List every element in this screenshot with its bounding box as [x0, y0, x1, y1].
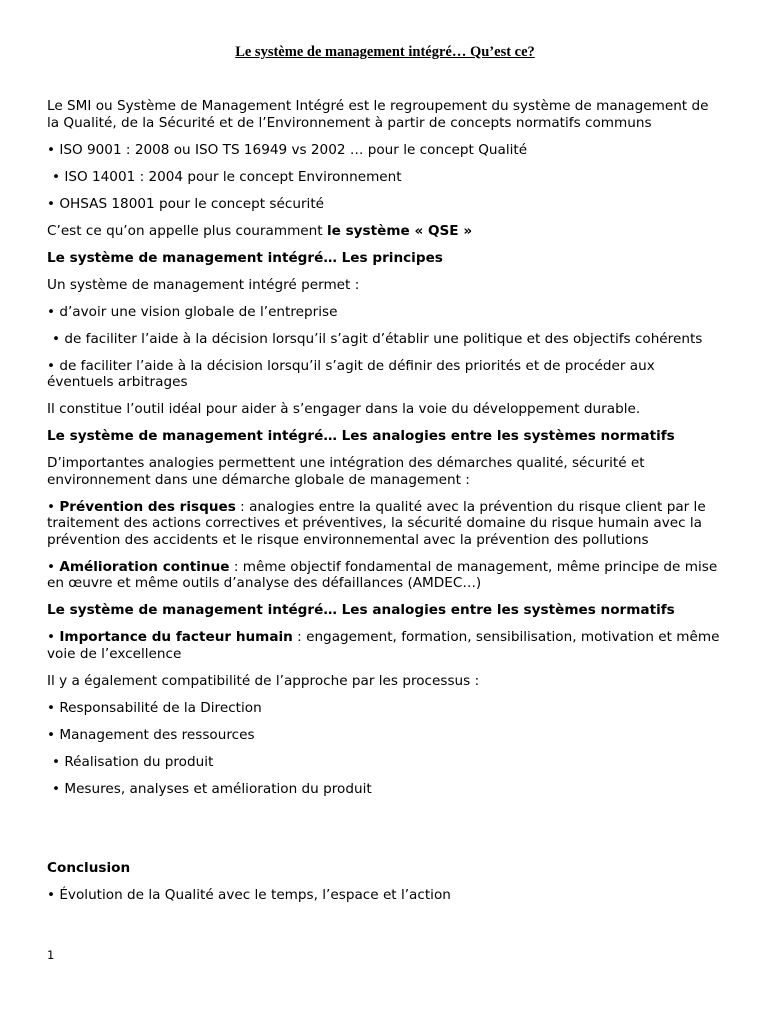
intro-paragraph: Le SMI ou Système de Management Intégré est le regroupement du système de management de la Qualité, de la Sécurité et de l’Environnement à partir de concepts normatifs communs: [47, 98, 709, 131]
norm-item-environment: • ISO 14001 : 2004 pour le concept Environnement: [52, 168, 402, 185]
process-bullet: • Réalisation du produit: [52, 753, 214, 770]
process-bullet: • Management des ressources: [47, 726, 255, 743]
page-number: 1: [47, 948, 55, 962]
norm-item-quality: • ISO 9001 : 2008 ou ISO TS 16949 vs 2002 … pour le concept Qualité: [47, 141, 528, 158]
principles-bullet: • de faciliter l’aide à la décision lorsqu’il s’agit d’établir une politique et des objectifs cohérents: [52, 330, 703, 347]
principles-lead: Un système de management intégré permet :: [47, 276, 360, 293]
analogy-bullet: •: [47, 558, 60, 575]
analogy-item-continuous-improvement: [47, 559, 723, 592]
analogy-text: : engagement, formation, sensibilisation, motivation et même voie de l’excellence: [47, 629, 720, 662]
qse-sentence: [47, 223, 723, 240]
analogy-text: : même objectif fondamental de management, même principe de mise en œuvre et même outils d’analyse des défaillances (AMDEC…): [47, 558, 718, 591]
conclusion-bullet: • Évolution de la Qualité avec le temps, l’espace et l’action: [47, 886, 451, 903]
conclusion-heading: Conclusion: [47, 859, 131, 876]
analogy-term: Importance du facteur humain: [59, 629, 293, 645]
norm-item-safety: • OHSAS 18001 pour le concept sécurité: [47, 195, 325, 212]
analogies-heading-repeat: Le système de management intégré… Les analogies entre les systèmes normatifs: [47, 602, 675, 618]
document-title: Le système de management intégré… Qu’est ce?: [235, 44, 535, 60]
principles-bullet: • de faciliter l’aide à la décision lorsqu’il s’agit de définir des priorités et de procéder aux éventuels arbitrages: [47, 357, 655, 390]
qse-sentence-bold: le système « QSE »: [326, 222, 473, 239]
analogy-text: : analogies entre la qualité avec la prévention du risque client par le traitement des actions correctives et préventives, la sécurité domaine du risque humain avec la prévention des accidents et le risque environnemental avec la prévention des pollutions: [47, 498, 706, 548]
analogy-term: Amélioration continue: [59, 558, 230, 575]
document-body: [47, 98, 723, 914]
principles-closing: Il constitue l’outil idéal pour aider à s’engager dans la voie du développement durable.: [47, 401, 641, 417]
principles-heading: Le système de management intégré… Les principes: [47, 249, 443, 266]
qse-sentence-text: C’est ce qu’on appelle plus couramment: [47, 222, 327, 239]
principles-bullet: • d’avoir une vision globale de l’entreprise: [47, 303, 338, 320]
analogy-bullet: •: [47, 498, 60, 515]
process-bullet: • Mesures, analyses et amélioration du produit: [52, 780, 372, 797]
analogy-item-risk-prevention: [47, 499, 723, 549]
analogy-term: Prévention des risques: [59, 498, 236, 515]
analogy-bullet: •: [47, 629, 60, 645]
process-bullet: • Responsabilité de la Direction: [47, 699, 262, 716]
process-lead: Il y a également compatibilité de l’approche par les processus :: [47, 672, 480, 689]
analogies-lead: D’importantes analogies permettent une intégration des démarches qualité, sécurité et environnement dans une démarche globale de management :: [47, 455, 645, 488]
blank-space: [47, 808, 723, 860]
analogies-heading: Le système de management intégré… Les analogies entre les systèmes normatifs: [47, 428, 675, 444]
analogy-item-human-factor: [47, 629, 723, 662]
